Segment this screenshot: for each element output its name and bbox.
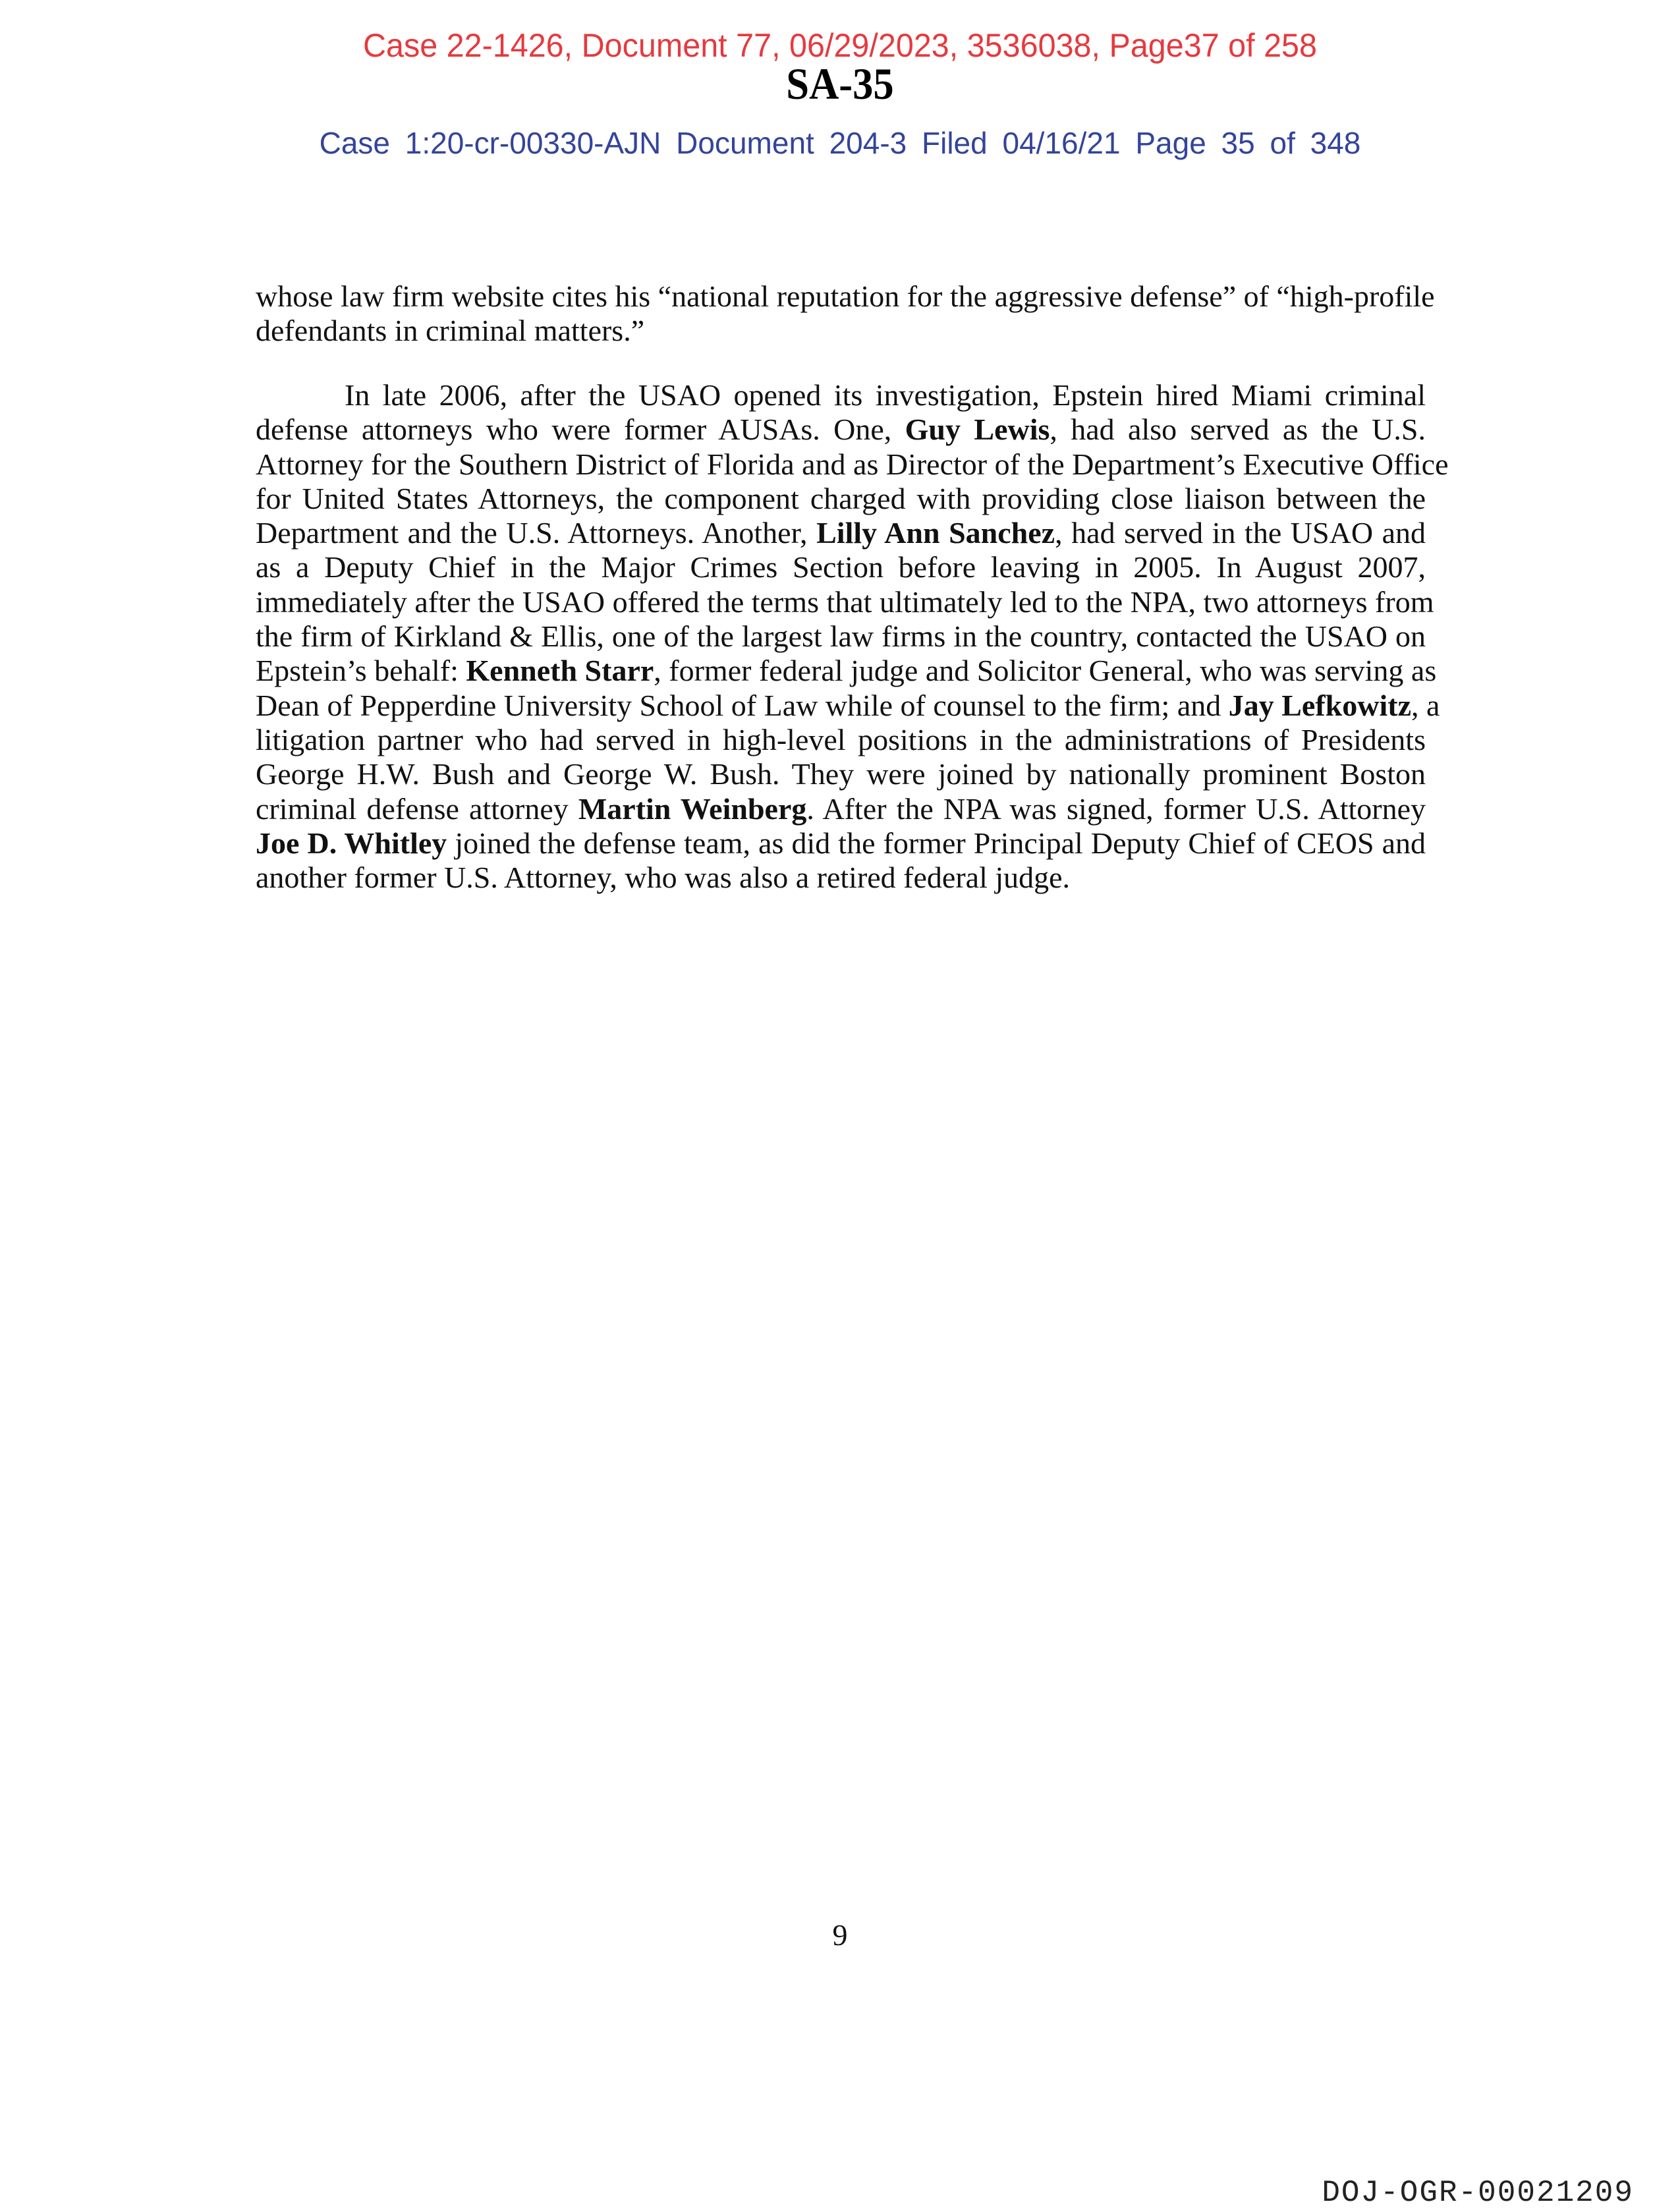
text-line: immediately after the USAO offered the terms that ultimately led to the NPA, two attorneys from <box>256 584 1434 619</box>
text: Dean of Pepperdine University School of Law while of counsel to the firm; and <box>256 688 1229 722</box>
text-line: another former U.S. Attorney, who was also a retired federal judge. <box>256 861 1071 895</box>
bold-name: Lilly Ann Sanchez <box>816 516 1055 550</box>
text: criminal defense attorney <box>256 791 578 826</box>
text-line: defendants in criminal matters.” <box>256 314 645 348</box>
text: , former federal judge and Solicitor General, who was serving as <box>654 654 1437 688</box>
paragraph-continuation <box>256 279 1435 349</box>
text: Department and the U.S. Attorneys. Another, <box>256 516 817 550</box>
text-line: the firm of Kirkland & Ellis, one of the largest law firms in the country, contacted the USAO on <box>256 619 1426 654</box>
text-line <box>256 654 1437 688</box>
text-line: for United States Attorneys, the component charged with providing close liaison between the <box>256 481 1426 515</box>
text-line: George H.W. Bush and George W. Bush. They were joined by nationally prominent Boston <box>256 757 1426 791</box>
paragraph-defense-attorneys <box>256 378 1449 895</box>
bold-name: Guy Lewis <box>905 412 1050 447</box>
text-line <box>256 826 1426 861</box>
sa-page-label: SA-35 <box>786 59 894 109</box>
text-line <box>256 688 1440 723</box>
text-line: Attorney for the Southern District of Florida and as Director of the Department’s Executive Office <box>256 447 1449 481</box>
text-line: as a Deputy Chief in the Major Crimes Section before leaving in 2005. In August 2007, <box>256 550 1426 584</box>
district-case-stamp: Case 1:20-cr-00330-AJN Document 204-3 Filed 04/16/21 Page 35 of 348 <box>319 126 1361 160</box>
text-line <box>256 516 1426 550</box>
text: , had served in the USAO and <box>1055 516 1426 550</box>
page-number: 9 <box>832 1918 848 1952</box>
bold-name: Martin Weinberg <box>578 791 807 826</box>
appellate-case-stamp: Case 22-1426, Document 77, 06/29/2023, 3536038, Page37 of 258 <box>362 27 1318 64</box>
text-line <box>256 792 1426 826</box>
text-line: litigation partner who had served in high-level positions in the administrations of Presidents <box>256 722 1426 756</box>
bold-name: Joe D. Whitley <box>256 826 447 860</box>
text: defense attorneys who were former AUSAs. One, <box>256 412 905 447</box>
text-line: In late 2006, after the USAO opened its investigation, Epstein hired Miami criminal <box>345 378 1426 412</box>
text: , a <box>1411 688 1440 722</box>
text-line: whose law firm website cites his “national reputation for the aggressive defense” of “high-profile <box>256 279 1435 313</box>
text: . After the NPA was signed, former U.S. Attorney <box>806 791 1426 826</box>
text: joined the defense team, as did the former Principal Deputy Chief of CEOS and <box>447 826 1426 860</box>
text-line <box>256 412 1426 447</box>
bold-name: Jay Lefkowitz <box>1228 688 1411 722</box>
text: Epstein’s behalf: <box>256 654 466 688</box>
bold-name: Kenneth Starr <box>466 654 654 688</box>
bates-number: DOJ-OGR-00021209 <box>1322 2176 1634 2210</box>
text: , had also served as the U.S. <box>1050 412 1426 447</box>
